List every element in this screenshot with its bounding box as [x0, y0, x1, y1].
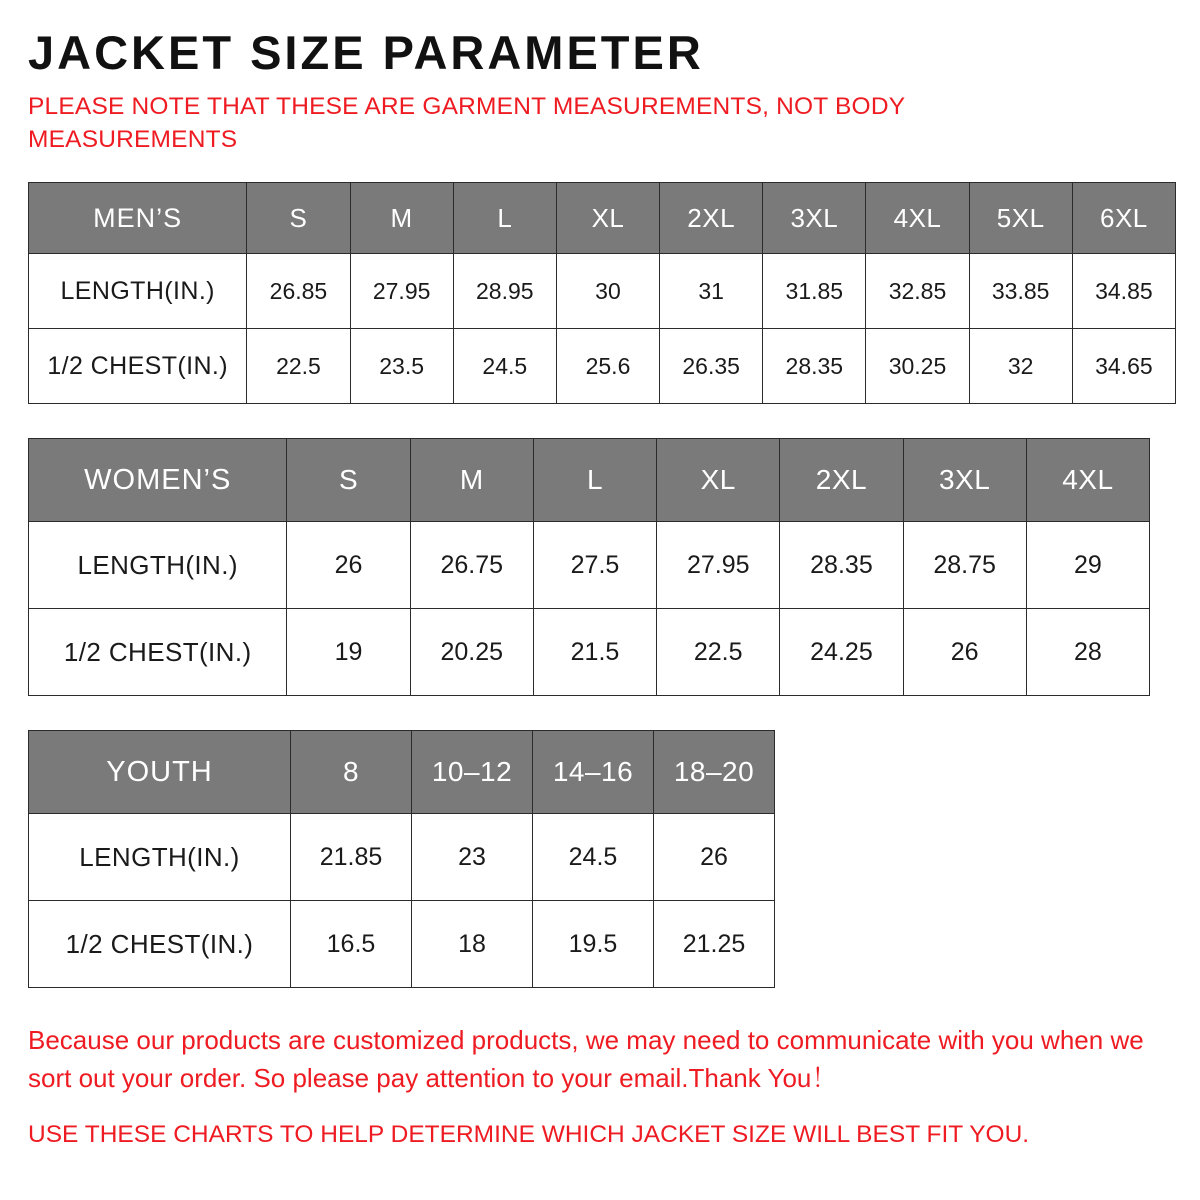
table-row: [29, 901, 775, 988]
table-cell: 28.75: [903, 522, 1026, 609]
table-header-cell: XL: [556, 183, 659, 254]
table-cell: 32.85: [866, 254, 969, 329]
chart-usage-note: USE THESE CHARTS TO HELP DETERMINE WHICH JACKET SIZE WILL BEST FIT YOU.: [28, 1121, 1030, 1149]
table-header-cell: 2XL: [660, 183, 763, 254]
table-header-cell: MEN’S: [29, 183, 247, 254]
table-cell: 20.25: [410, 609, 533, 696]
table-header-row: [29, 439, 1150, 522]
table-cell: 31: [660, 254, 763, 329]
table-cell: 19.5: [533, 901, 654, 988]
table-header-cell: 8: [291, 731, 412, 814]
table-cell: 23.5: [350, 329, 453, 404]
table-header-row: [29, 731, 775, 814]
table-cell: 19: [287, 609, 410, 696]
row-label: LENGTH(IN.): [29, 254, 247, 329]
table-cell: 33.85: [969, 254, 1072, 329]
table-cell: 26.75: [410, 522, 533, 609]
table-cell: 24.25: [780, 609, 903, 696]
measurement-note: PLEASE NOTE THAT THESE ARE GARMENT MEASUREMENTS, NOT BODY MEASUREMENTS: [28, 93, 905, 153]
table-header-cell: L: [453, 183, 556, 254]
table-header-cell: 14–16: [533, 731, 654, 814]
table-cell: 31.85: [763, 254, 866, 329]
table-cell: 34.65: [1072, 329, 1175, 404]
table-cell: 22.5: [657, 609, 780, 696]
table-cell: 16.5: [291, 901, 412, 988]
table-row: [29, 254, 1176, 329]
row-label: LENGTH(IN.): [29, 814, 291, 901]
customization-note: Because our products are customized products, we may need to communicate with you when we sort out your order. So please pay attention to your email.Thank You！: [28, 1025, 1144, 1093]
table-cell: 29: [1026, 522, 1149, 609]
table-header-cell: M: [350, 183, 453, 254]
youth-size-table: [28, 730, 775, 988]
page-title: JACKET SIZE PARAMETER: [28, 26, 704, 79]
mens-size-table: [28, 182, 1176, 404]
table-row: [29, 522, 1150, 609]
table-cell: 24.5: [533, 814, 654, 901]
table-header-cell: 18–20: [654, 731, 775, 814]
table-cell: 18: [412, 901, 533, 988]
table-cell: 21.25: [654, 901, 775, 988]
row-label: 1/2 CHEST(IN.): [29, 609, 287, 696]
table-header-cell: L: [533, 439, 656, 522]
table-cell: 27.95: [350, 254, 453, 329]
table-cell: 28.35: [763, 329, 866, 404]
table-cell: 25.6: [556, 329, 659, 404]
table-header-cell: WOMEN’S: [29, 439, 287, 522]
table-header-cell: 3XL: [903, 439, 1026, 522]
table-header-cell: 6XL: [1072, 183, 1175, 254]
table-cell: 28.35: [780, 522, 903, 609]
womens-size-table: [28, 438, 1150, 696]
table-header-cell: YOUTH: [29, 731, 291, 814]
table-cell: 30.25: [866, 329, 969, 404]
table-header-cell: 5XL: [969, 183, 1072, 254]
table-cell: 21.85: [291, 814, 412, 901]
table-cell: 23: [412, 814, 533, 901]
table-cell: 26.85: [247, 254, 350, 329]
table-header-cell: 3XL: [763, 183, 866, 254]
table-cell: 22.5: [247, 329, 350, 404]
table-header-cell: 4XL: [866, 183, 969, 254]
table-cell: 26: [287, 522, 410, 609]
table-cell: 34.85: [1072, 254, 1175, 329]
table-cell: 28.95: [453, 254, 556, 329]
row-label: 1/2 CHEST(IN.): [29, 901, 291, 988]
table-cell: 30: [556, 254, 659, 329]
row-label: LENGTH(IN.): [29, 522, 287, 609]
table-header-cell: 4XL: [1026, 439, 1149, 522]
table-cell: 24.5: [453, 329, 556, 404]
table-row: [29, 814, 775, 901]
table-cell: 27.95: [657, 522, 780, 609]
table-cell: 27.5: [533, 522, 656, 609]
table-row: [29, 329, 1176, 404]
table-header-row: [29, 183, 1176, 254]
table-cell: 26: [654, 814, 775, 901]
table-cell: 26.35: [660, 329, 763, 404]
table-header-cell: M: [410, 439, 533, 522]
table-cell: 21.5: [533, 609, 656, 696]
table-row: [29, 609, 1150, 696]
table-header-cell: S: [247, 183, 350, 254]
table-cell: 28: [1026, 609, 1149, 696]
table-header-cell: XL: [657, 439, 780, 522]
table-cell: 26: [903, 609, 1026, 696]
table-header-cell: S: [287, 439, 410, 522]
table-cell: 32: [969, 329, 1072, 404]
table-header-cell: 2XL: [780, 439, 903, 522]
table-header-cell: 10–12: [412, 731, 533, 814]
row-label: 1/2 CHEST(IN.): [29, 329, 247, 404]
